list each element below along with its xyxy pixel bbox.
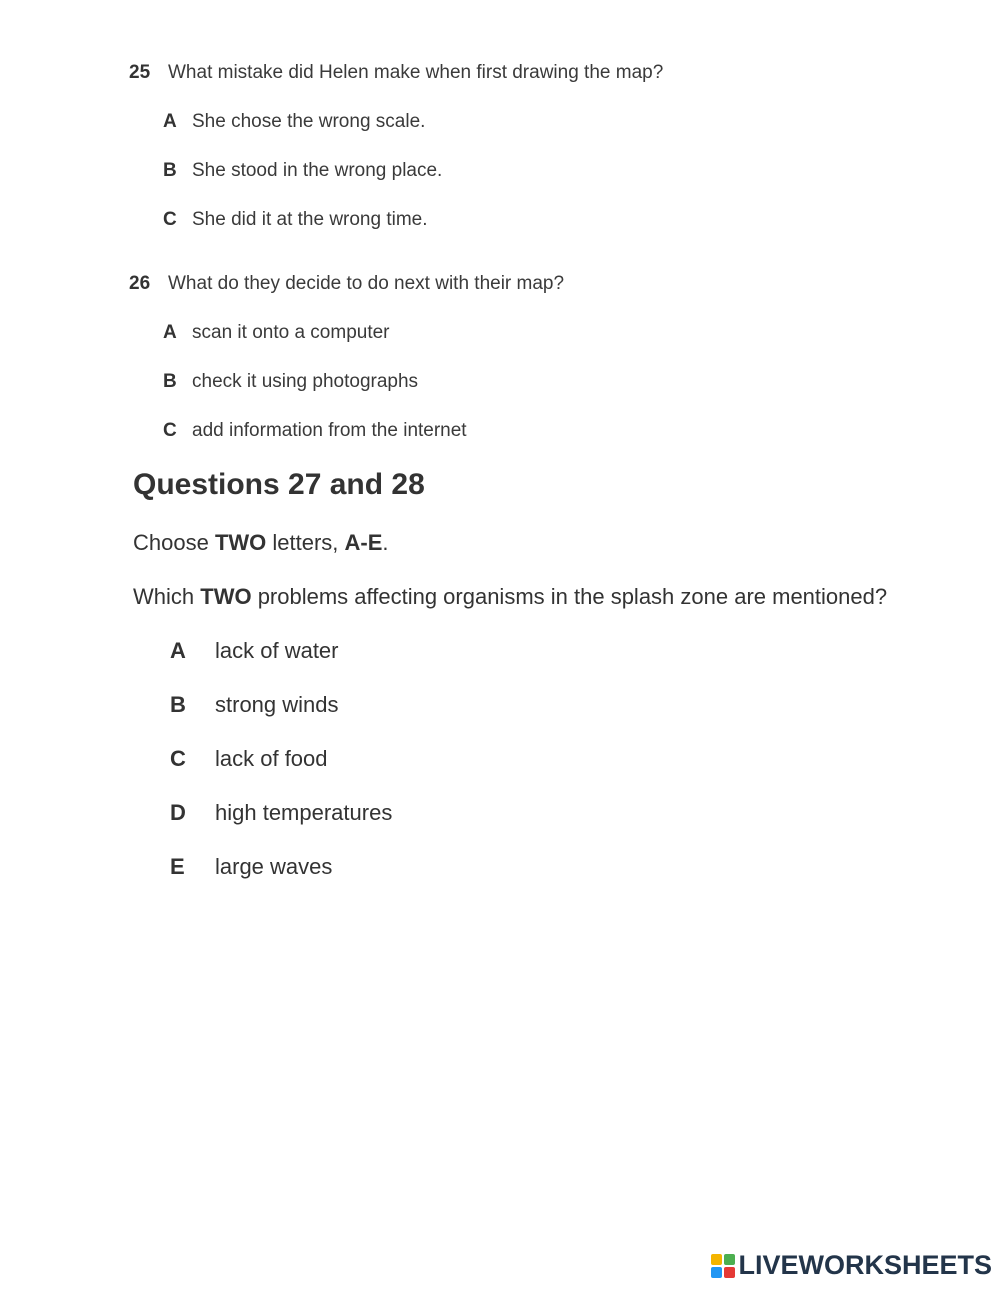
section-question xyxy=(133,584,887,610)
option-text: She chose the wrong scale. xyxy=(192,111,426,132)
question-25 xyxy=(129,62,663,84)
option-text: large waves xyxy=(215,854,333,879)
section-heading: Questions 27 and 28 xyxy=(133,468,425,501)
question-bold: TWO xyxy=(200,584,252,609)
instruction-bold: TWO xyxy=(214,530,267,555)
option-25-c xyxy=(163,209,428,231)
question-text: Which xyxy=(133,584,201,609)
option-text: high temperatures xyxy=(215,800,393,825)
instruction-text: . xyxy=(382,530,389,555)
question-text: What mistake did Helen make when first drawing the map? xyxy=(168,62,664,83)
option-letter: C xyxy=(163,420,177,441)
logo-text: LIVEWORKSHEETS xyxy=(738,1250,992,1280)
option-26-b xyxy=(163,371,418,393)
option-text: She stood in the wrong place. xyxy=(192,160,443,181)
option-27-d xyxy=(170,800,392,826)
option-27-c xyxy=(170,746,328,772)
option-letter: B xyxy=(163,160,177,181)
question-26 xyxy=(129,273,564,295)
option-letter: B xyxy=(170,692,186,717)
option-25-b xyxy=(163,160,442,182)
logo-mark-icon xyxy=(711,1254,735,1278)
question-number: 26 xyxy=(129,273,151,294)
option-text: She did it at the wrong time. xyxy=(192,209,428,230)
option-letter: E xyxy=(170,854,185,879)
instruction-text: Choose xyxy=(133,530,215,555)
question-text: problems affecting organisms in the splash zone are mentioned? xyxy=(251,584,888,609)
option-text: add information from the internet xyxy=(192,420,467,441)
option-27-e xyxy=(170,854,332,880)
option-letter: A xyxy=(170,638,186,663)
option-letter: D xyxy=(170,800,186,825)
liveworksheets-logo xyxy=(711,1250,992,1281)
option-letter: C xyxy=(170,746,186,771)
instruction-bold: A-E xyxy=(344,530,383,555)
option-text: strong winds xyxy=(215,692,339,717)
option-text: lack of food xyxy=(215,746,328,771)
option-letter: C xyxy=(163,209,177,230)
option-26-c xyxy=(163,420,467,442)
question-text: What do they decide to do next with their map? xyxy=(168,273,565,294)
instruction-text: letters, xyxy=(266,530,345,555)
option-27-a xyxy=(170,638,339,664)
option-letter: A xyxy=(163,322,177,343)
option-26-a xyxy=(163,322,390,344)
option-text: check it using photographs xyxy=(192,371,419,392)
instruction xyxy=(133,530,389,556)
option-text: lack of water xyxy=(215,638,339,663)
option-25-a xyxy=(163,111,425,133)
option-text: scan it onto a computer xyxy=(192,322,390,343)
question-number: 25 xyxy=(129,62,151,83)
option-letter: B xyxy=(163,371,177,392)
option-letter: A xyxy=(163,111,177,132)
option-27-b xyxy=(170,692,339,718)
